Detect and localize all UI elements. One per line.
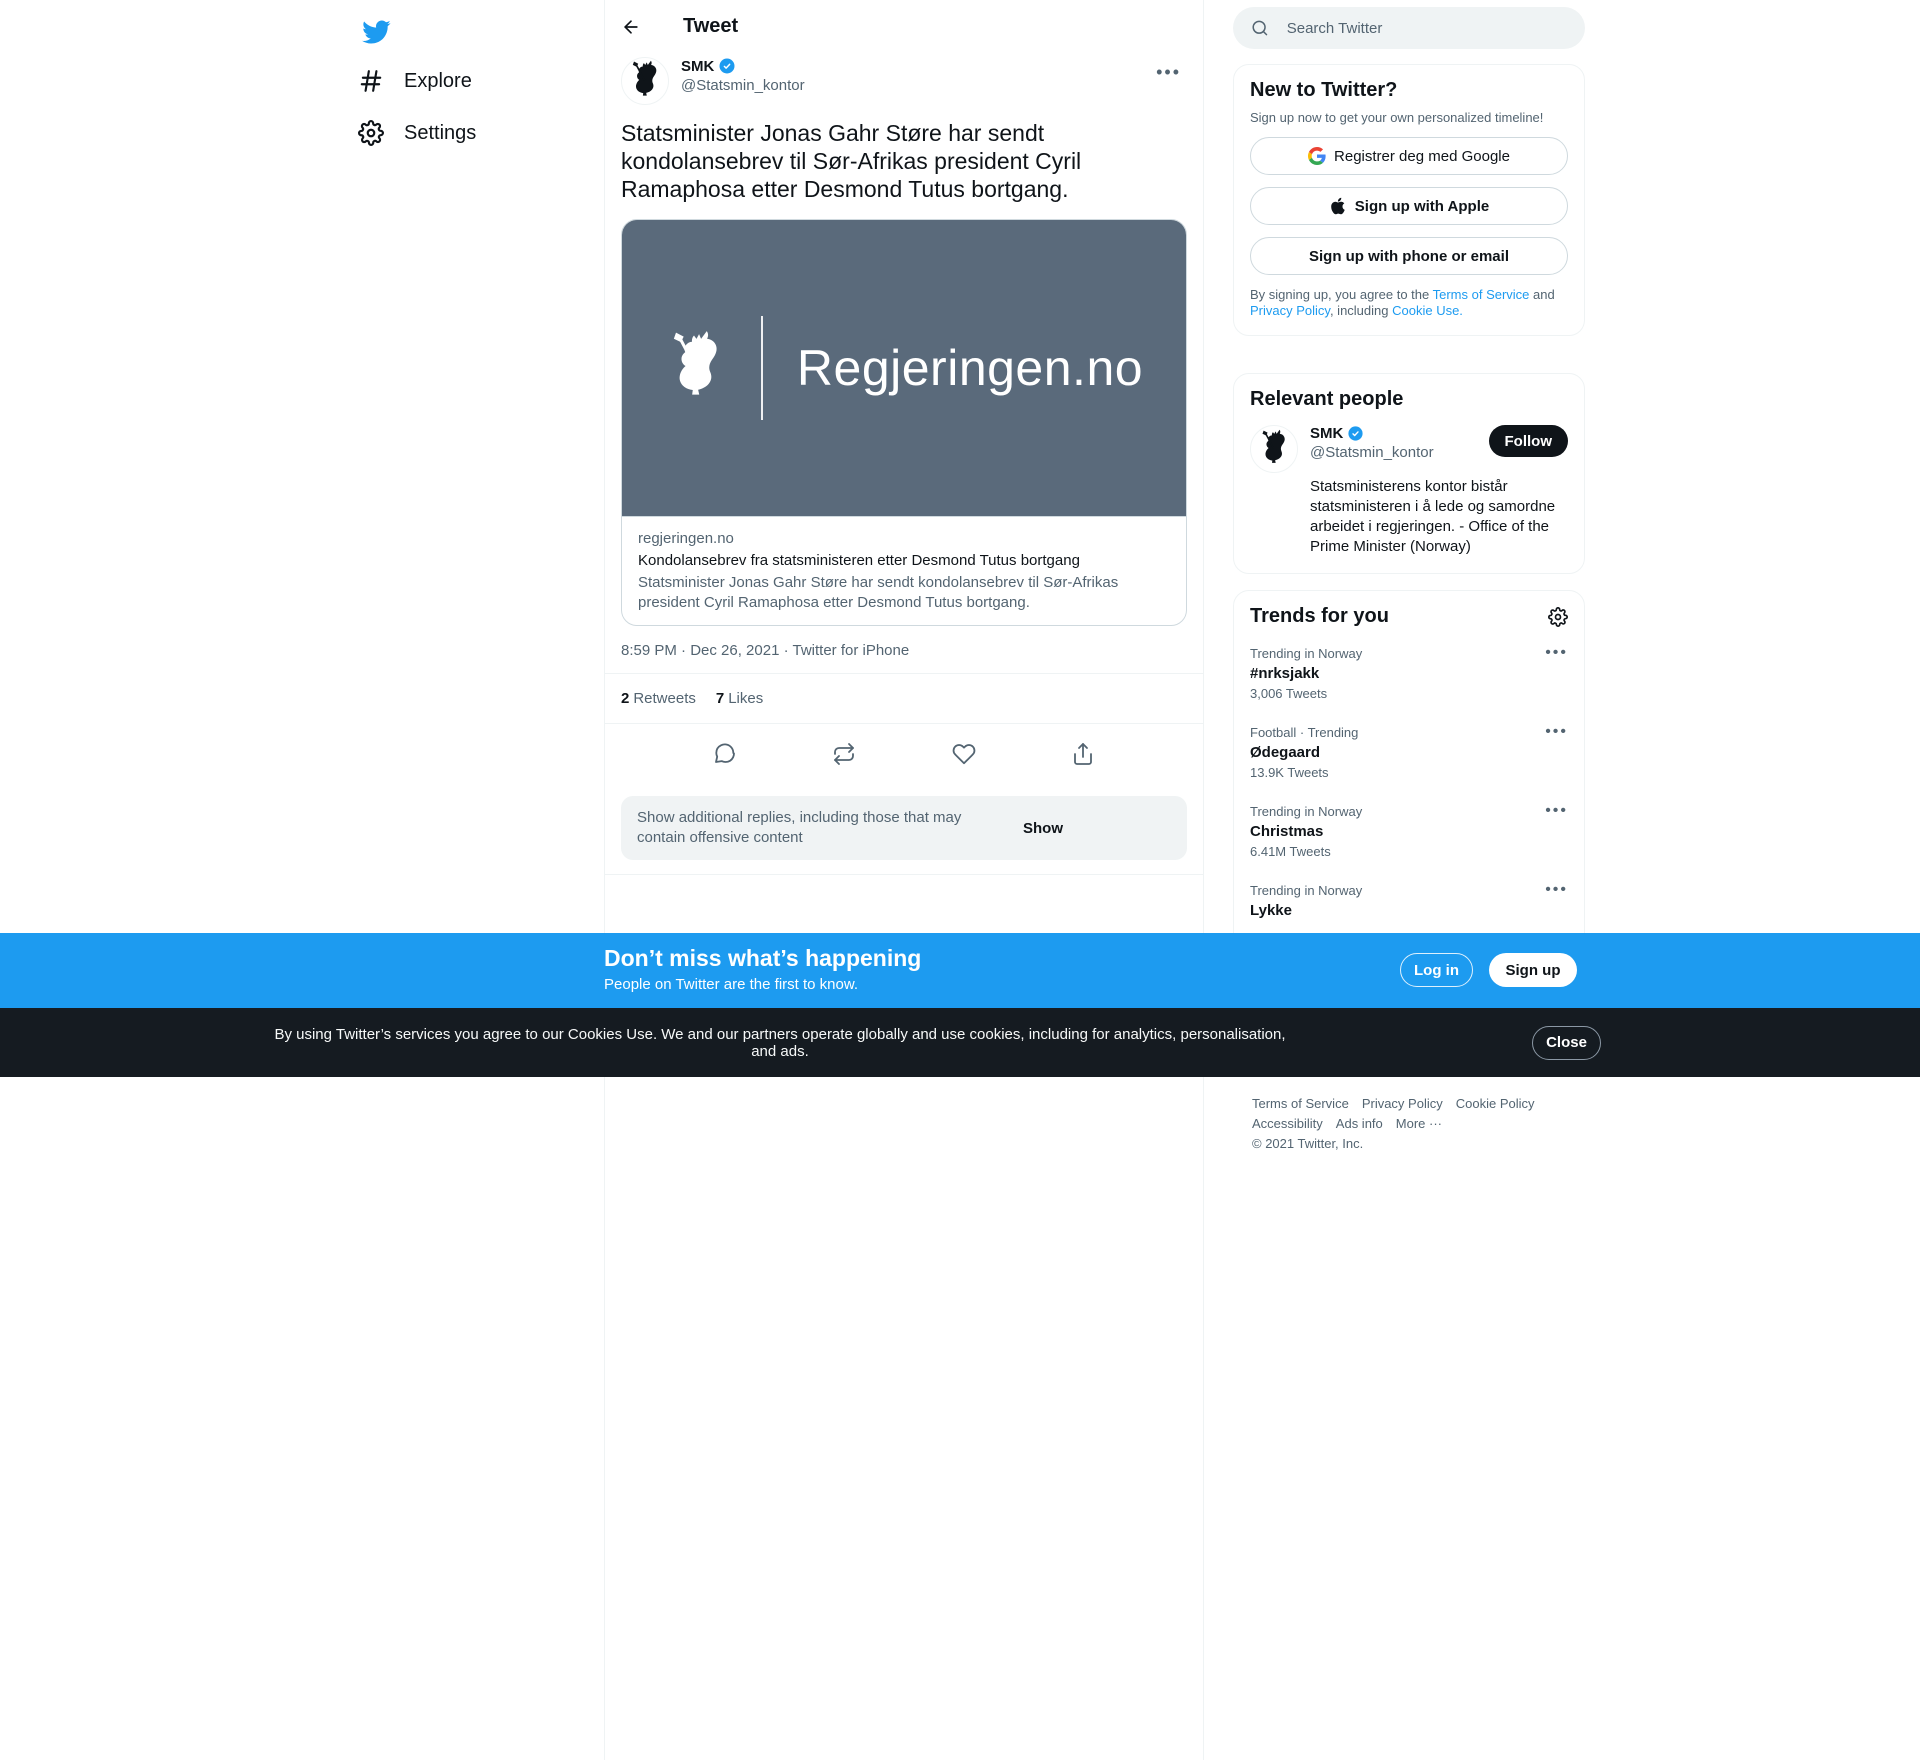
- legal-prefix: By signing up, you agree to the: [1250, 287, 1433, 302]
- search-input[interactable]: [1287, 20, 1567, 37]
- offensive-replies-text: Show additional replies, including those that may contain offensive content: [637, 809, 962, 846]
- card-domain: regjeringen.no: [638, 530, 734, 547]
- footer-copyright: © 2021 Twitter, Inc.: [1252, 1136, 1364, 1151]
- sidebar-item-label: Settings: [404, 121, 477, 144]
- trend-more-button[interactable]: •••: [1545, 802, 1568, 819]
- signup-box-subtitle: Sign up now to get your own personalized timeline!: [1250, 110, 1544, 125]
- sidebar-item-explore[interactable]: [344, 58, 486, 104]
- retweets-label: Retweets: [633, 690, 696, 707]
- like-button[interactable]: [946, 736, 982, 772]
- page-header: [605, 0, 1203, 53]
- cookie-banner-text: By using Twitter’s services you agree to our Cookies Use. We and our partners operate globally and use cookies, including for analytics, personalisation, and ads.: [274, 1025, 1286, 1060]
- tweet-actions: [605, 724, 1203, 784]
- phone-email-signup-button[interactable]: [1250, 237, 1568, 275]
- norwegian-lion-avatar-icon: [1258, 428, 1290, 470]
- page-title: Tweet: [683, 15, 739, 37]
- relevant-people-box: [1233, 373, 1585, 574]
- reply-button[interactable]: [707, 736, 743, 772]
- trend-more-button[interactable]: •••: [1545, 723, 1568, 740]
- norwegian-lion-avatar-icon: [628, 59, 662, 103]
- privacy-policy-link[interactable]: Privacy Policy: [1250, 303, 1330, 318]
- card-image-text: Regjeringen.no: [796, 340, 1144, 396]
- likes-stat[interactable]: [716, 690, 763, 707]
- trend-item[interactable]: [1234, 713, 1584, 792]
- person-name[interactable]: SMK: [1310, 425, 1344, 442]
- trend-tweet-count: 6.41M Tweets: [1250, 844, 1331, 859]
- cta-banner-title: Don’t miss what’s happening: [604, 945, 922, 971]
- tweet-detail-column: [604, 0, 1204, 1760]
- sidebar-item-settings[interactable]: [344, 110, 490, 156]
- new-to-twitter-box: [1233, 64, 1585, 336]
- trend-more-button[interactable]: •••: [1545, 881, 1568, 898]
- likes-count: 7: [715, 690, 725, 707]
- retweet-button[interactable]: [826, 736, 862, 772]
- retweets-stat[interactable]: [621, 690, 696, 707]
- trend-name: Lykke: [1250, 902, 1292, 919]
- terms-of-service-link[interactable]: Terms of Service: [1432, 287, 1530, 302]
- cookie-use-link[interactable]: Cookie Use.: [1392, 303, 1463, 318]
- trends-title: Trends for you: [1250, 605, 1389, 627]
- share-icon: [1071, 742, 1095, 766]
- phone-email-signup-label: Sign up with phone or email: [1308, 247, 1509, 265]
- trend-context: Trending in Norway: [1250, 883, 1363, 898]
- author-block[interactable]: [681, 57, 1150, 94]
- twitter-bird-icon: [361, 17, 391, 47]
- legal-including: , including: [1329, 303, 1393, 318]
- card-description: Statsminister Jonas Gahr Støre har sendt kondolansebrev til Sør-Afrikas president Cyril Ramaphosa etter Desmond Tutus bortgang.: [638, 574, 1119, 611]
- sign-up-button[interactable]: Sign up: [1489, 953, 1577, 987]
- page-footer: [1252, 1096, 1592, 1156]
- relevant-people-title: Relevant people: [1250, 388, 1404, 410]
- author-handle: @Statsmin_kontor: [681, 77, 805, 94]
- apple-icon: [1329, 197, 1347, 215]
- footer-privacy-link[interactable]: Privacy Policy: [1361, 1096, 1443, 1111]
- share-button[interactable]: [1065, 736, 1101, 772]
- offensive-replies-notice: [621, 796, 1187, 860]
- follow-button[interactable]: Follow: [1489, 425, 1569, 457]
- footer-more-link[interactable]: More ···: [1395, 1116, 1442, 1131]
- likes-label: Likes: [728, 690, 764, 707]
- person-bio: Statsministerens kontor bistår statsministeren i å lede og samordne arbeidet i regjeringen. - Office of the Prime Minister (Norway): [1310, 478, 1556, 555]
- hash-icon: [358, 68, 384, 94]
- sidebar-item-label: Explore: [404, 69, 472, 92]
- person-handle: @Statsmin_kontor: [1310, 444, 1434, 461]
- trend-context: Trending in Norway: [1250, 646, 1363, 661]
- retweets-count: 2: [621, 690, 630, 707]
- google-signup-label: Registrer deg med Google: [1334, 147, 1510, 165]
- trend-tweet-count: 3,006 Tweets: [1250, 686, 1328, 701]
- gear-icon: [358, 120, 384, 146]
- search-icon: [1251, 18, 1269, 38]
- trend-tweet-count: 13.9K Tweets: [1250, 765, 1329, 780]
- reply-icon: [713, 742, 737, 766]
- trend-item[interactable]: [1234, 634, 1584, 713]
- google-icon: [1308, 147, 1326, 165]
- google-signup-button[interactable]: [1250, 137, 1568, 175]
- close-button[interactable]: Close: [1532, 1026, 1601, 1060]
- tweet-timestamp: 8:59 PM · Dec 26, 2021 · Twitter for iPhone: [621, 642, 910, 659]
- back-button[interactable]: [613, 9, 649, 45]
- card-title: Kondolansebrev fra statsministeren etter Desmond Tutus bortgang: [638, 552, 1080, 569]
- avatar[interactable]: [1250, 425, 1298, 473]
- cookie-banner: [0, 1008, 1920, 1077]
- apple-signup-label: Sign up with Apple: [1354, 197, 1490, 215]
- trend-more-button[interactable]: •••: [1545, 644, 1568, 661]
- trends-settings-gear-icon[interactable]: [1548, 607, 1568, 627]
- norwegian-lion-card-icon: [665, 328, 727, 408]
- trend-context: Football · Trending: [1250, 725, 1359, 740]
- trend-name: Ødegaard: [1250, 744, 1321, 761]
- heart-icon: [952, 742, 976, 766]
- tweet: [605, 53, 1203, 626]
- log-in-button[interactable]: Log in: [1400, 953, 1473, 987]
- apple-signup-button[interactable]: [1250, 187, 1568, 225]
- trend-item[interactable]: [1234, 792, 1584, 871]
- search-bar[interactable]: [1233, 7, 1585, 49]
- footer-ads-info-link[interactable]: Ads info: [1335, 1116, 1383, 1131]
- link-preview-card[interactable]: [621, 219, 1187, 626]
- avatar[interactable]: [621, 57, 669, 105]
- card-image-divider: [761, 316, 763, 420]
- signup-box-title: New to Twitter?: [1250, 79, 1398, 101]
- trend-name: #nrksjakk: [1250, 665, 1320, 682]
- arrow-left-icon: [621, 17, 641, 37]
- tweet-more-button[interactable]: •••: [1156, 62, 1181, 82]
- legal-and: and: [1529, 287, 1555, 302]
- cta-banner-subtitle: People on Twitter are the first to know.: [604, 976, 859, 993]
- twitter-logo[interactable]: [352, 8, 400, 56]
- show-replies-button[interactable]: Show: [1023, 819, 1063, 837]
- footer-terms-link[interactable]: Terms of Service: [1252, 1096, 1349, 1111]
- verified-badge-icon: [1347, 425, 1364, 442]
- card-meta: [622, 516, 1186, 625]
- author-name: SMK: [681, 57, 715, 75]
- trend-context: Trending in Norway: [1250, 804, 1363, 819]
- footer-cookie-policy-link[interactable]: Cookie Policy: [1455, 1096, 1535, 1111]
- tweet-stats: [605, 674, 1203, 723]
- trend-item[interactable]: [1234, 871, 1584, 935]
- verified-badge-icon: [718, 57, 736, 75]
- retweet-icon: [832, 742, 856, 766]
- signup-legal-text: [1250, 287, 1568, 319]
- tweet-text: Statsminister Jonas Gahr Støre har sendt kondolansebrev til Sør-Afrikas president Cyril Ramaphosa etter Desmond Tutus bortgang.: [621, 120, 1082, 202]
- signup-cta-banner: [0, 933, 1920, 1008]
- offensive-replies-section: [605, 784, 1203, 875]
- trend-name: Christmas: [1250, 823, 1324, 840]
- card-image: [622, 220, 1186, 516]
- footer-accessibility-link[interactable]: Accessibility: [1252, 1116, 1323, 1131]
